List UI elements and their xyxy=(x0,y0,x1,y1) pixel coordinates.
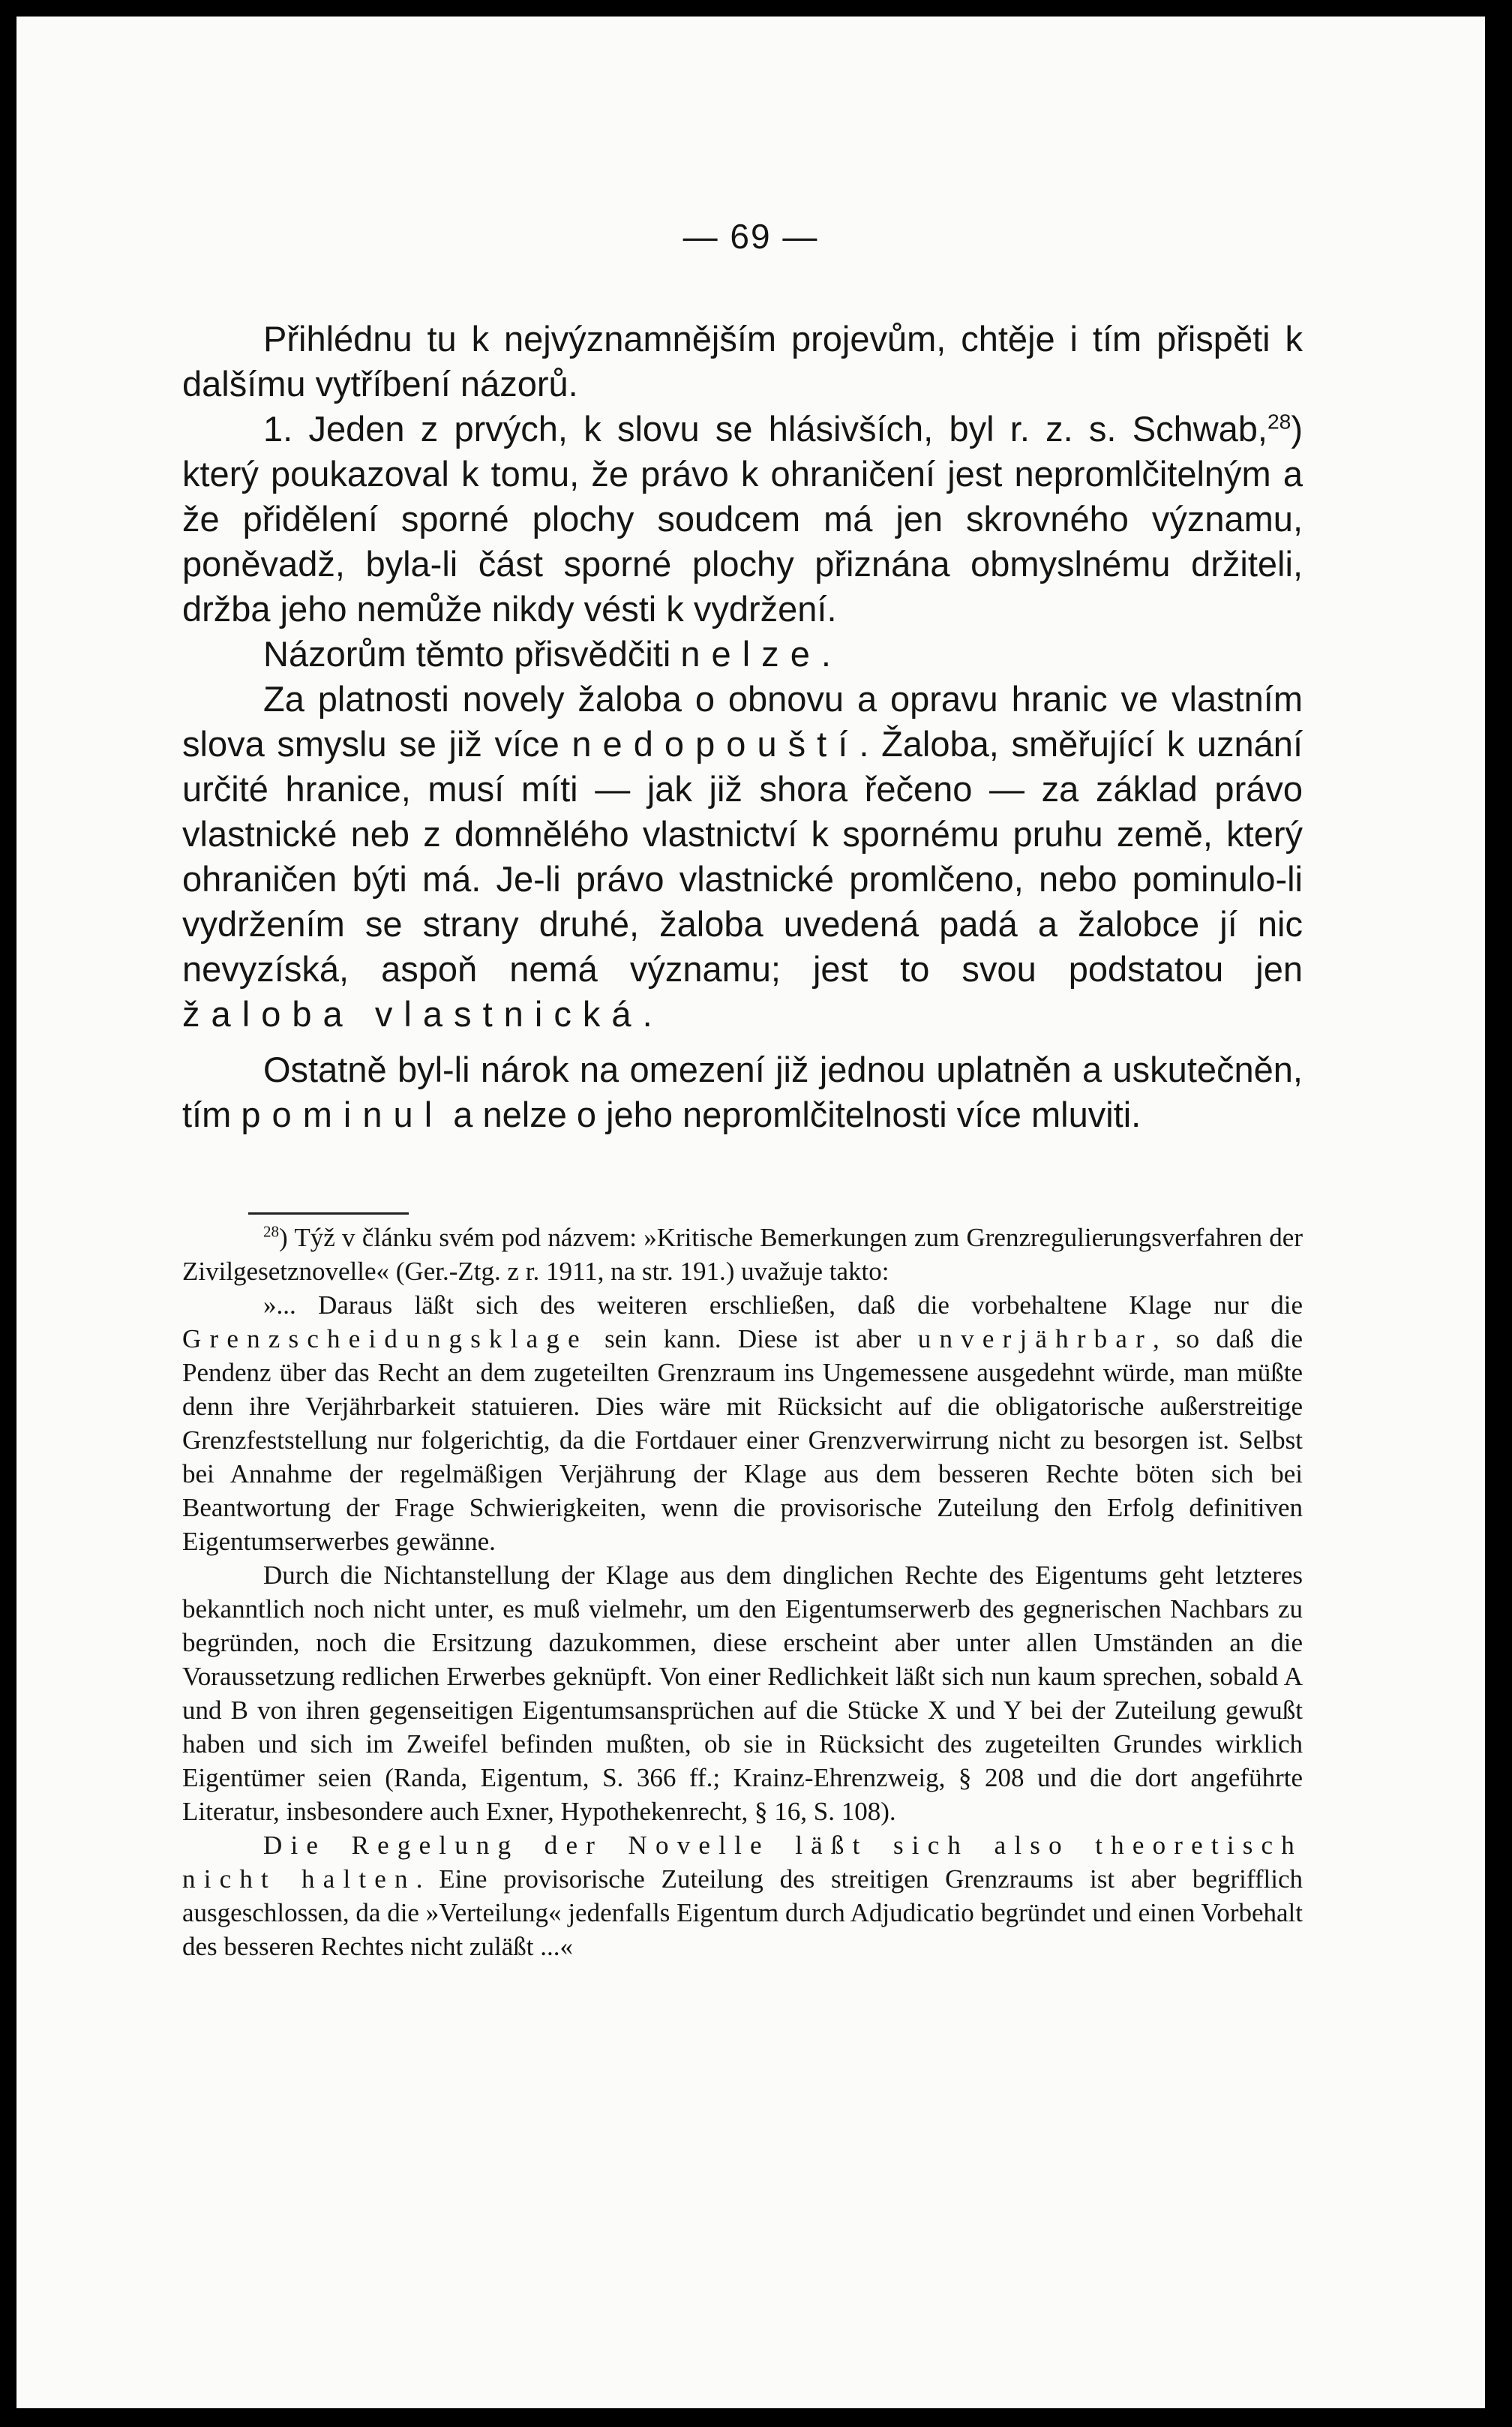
footnote-paragraph-4 xyxy=(182,1828,1303,1963)
paragraph-4-c: . xyxy=(642,994,652,1034)
footnote-paragraph-4-b: . Eine provisorische Zuteilung des streitigen Grenzraums ist aber begrifflich ausgeschlossen, da die »Verteilung« jedenfalls Eigentum durch Adjudicatio begründet und einen Vorbehalt des besseren Rechtes nicht zuläßt ...« xyxy=(182,1864,1303,1961)
paragraph-2-end: ) který poukazoval k tomu, že právo k ohraničení jest nepromlčitelným a že přidělení sporné plochy soudcem má jen skrovného významu, poněvadž, byla-li část sporné plochy přiznána obmyslnému držiteli, držba jeho nemůže nikdy vésti k vydržení. xyxy=(182,409,1303,629)
paragraph-3-start: Názorům těmto přisvědčiti xyxy=(263,634,671,674)
paragraph-4-b: . Žaloba, směřující k uznání určité hranice, musí míti — jak již shora řečeno — za základ právo vlastnické neb z domnělého vlastnictví k spornému pruhu země, který ohraničen býti má. Je-li právo vlastnické promlčeno, nebo pominulo-li vydržením se strany druhé, žaloba uvedená padá a žalobce jí nic nevyzíská, aspoň nemá významu; jest to svou podstatou jen xyxy=(182,724,1304,989)
paragraph-1: Přihlédnu tu k nejvýznamnějším projevům, chtěje i tím přispěti k dalšímu vytříbení názorů. xyxy=(182,319,1303,404)
paragraph-5-b: a nelze o jeho nepromlčitelnosti více mluviti. xyxy=(453,1095,1142,1134)
emphasis-grenzscheidungsklage: Grenzscheidungsklage xyxy=(182,1324,588,1353)
paragraph-2-start: 1. Jeden z prvých, k slovu se hlásivších, byl r. z. s. Schwab, xyxy=(263,409,1268,449)
paragraph-4 xyxy=(182,677,1303,1037)
paragraph-3-end: . xyxy=(820,634,831,674)
book-page xyxy=(16,17,1485,2408)
emphasis-regelung-der-novelle: Die Regelung der Novelle läßt sich also theoretisch nicht halten xyxy=(182,1831,1303,1894)
footnote-28 xyxy=(182,1221,1303,1963)
emphasis-pominul: pominul xyxy=(241,1095,444,1134)
paragraph-5 xyxy=(182,1047,1303,1137)
page-number: — 69 — xyxy=(682,217,819,256)
paragraph-3 xyxy=(182,632,1303,677)
main-text xyxy=(182,317,1303,1137)
emphasis-nedopousti: nedopouští xyxy=(572,724,860,764)
emphasis-nelze: nelze xyxy=(680,634,821,674)
footnote-paragraph-1-text: ) Týž v článku svém pod názvem: »Kritische Bemerkungen zum Grenzregulierungsverfahren der Zivilgesetznovelle« (Ger.-Ztg. z r. 1911, na str. 191.) uvažuje takto: xyxy=(182,1223,1303,1286)
paragraph-4-a: Za platnosti novely žaloba o obnovu a opravu hranic ve vlastním slova smyslu se již více xyxy=(182,679,1303,764)
paragraph-2 xyxy=(182,407,1303,632)
footnote-rule xyxy=(248,1212,409,1215)
footnote-paragraph-3: Durch die Nichtanstellung der Klage aus dem dinglichen Rechte des Eigentums geht letzteres bekanntlich noch nicht unter, es muß vielmehr, um den Eigentumserwerb des gegnerischen Nachbars zu begründen, noch die Ersitzung dazukommen, diese erscheint aber unter allen Umständen an die Voraussetzung redlichen Erwerbes geknüpft. Von einer Redlichkeit läßt sich nun kaum sprechen, sobald A und B von ihren gegenseitigen Eigentumsansprüchen auf die Stücke X und Y bei der Zuteilung gewußt haben und sich im Zweifel befinden mußten, ob sie in Rücksicht des zugeteilten Grundes wirklich Eigentümer seien (Randa, Eigentum, S. 366 ff.; Krainz-Ehrenzweig, § 208 und die dort angeführte Literatur, insbesondere auch Exner, Hypothekenrecht, § 16, S. 108). xyxy=(182,1560,1303,1826)
footnote-paragraph-2-b: sein kann. Diese ist aber xyxy=(604,1324,902,1353)
footnote-paragraph-2 xyxy=(182,1288,1303,1558)
footnote-paragraph-2-c: , so daß die Pendenz über das Recht an dem zugeteilten Grenzraum ins Ungemessene ausgedehnt würde, man müßte denn ihre Verjährbarkeit statuieren. Dies wäre mit Rücksicht auf die obligatorische außerstreitige Grenzfeststellung nur folgerichtig, da die Fortdauer einer Grenzverwirrung nicht zu besorgen ist. Selbst bei Annahme der regelmäßigen Verjährung der Klage aus dem besseren Rechte böten sich bei Beantwortung der Frage Schwierigkeiten, wenn die provisorische Zuteilung den Erfolg definitiven Eigentumserwerbes gewänne. xyxy=(182,1324,1304,1556)
footnote-paragraph-2-a: »... Daraus läßt sich des weiteren erschließen, daß die vorbehaltene Klage nur die xyxy=(263,1290,1303,1320)
footnote-marker: 28 xyxy=(263,1222,279,1241)
paragraph-5-a: Ostatně byl-li nárok na omezení již jednou uplatněn a uskutečněn, tím xyxy=(182,1050,1303,1134)
emphasis-zaloba-vlastnicka: žaloba vlastnická xyxy=(182,994,643,1034)
emphasis-unverjaehrbar: unverjährbar xyxy=(917,1324,1153,1353)
footnote-ref-28: 28 xyxy=(1267,409,1292,434)
footnote-paragraph-1 xyxy=(182,1221,1303,1288)
